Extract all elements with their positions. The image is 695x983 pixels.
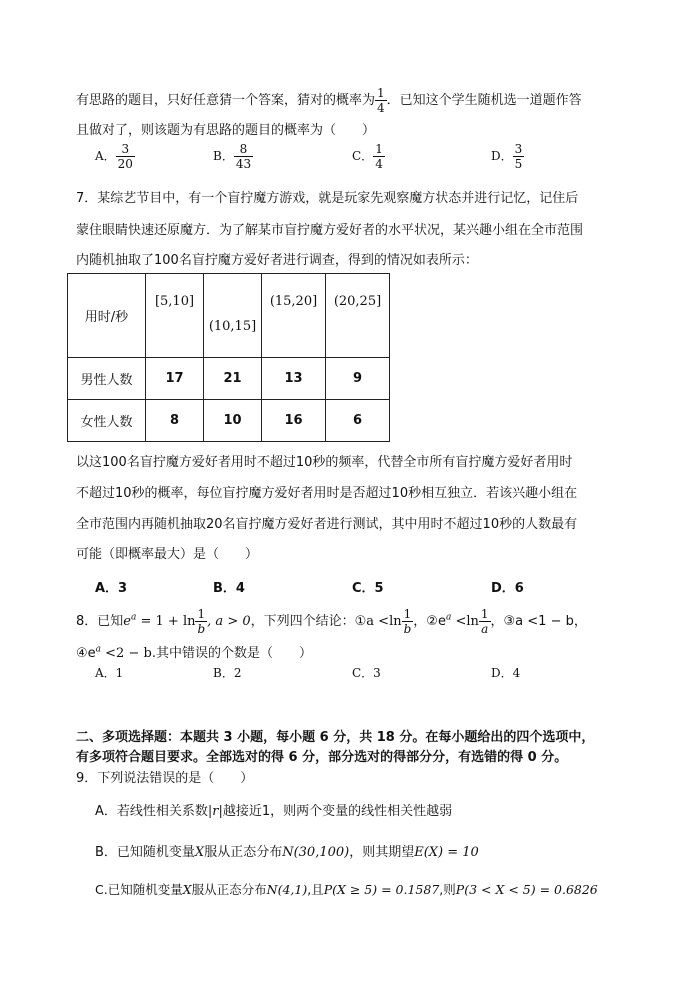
q6-option-a[interactable]: A． $\frac{3}{20}$ xyxy=(95,142,133,171)
q7-para4: 可能（即概率最大）是（ ） xyxy=(76,547,259,562)
q7-option-d[interactable]: D．6 xyxy=(491,581,524,596)
q6-line2: 且做对了，则该题为有思路的题目的概率为（ ） xyxy=(76,123,376,138)
q7-option-a[interactable]: A．3 xyxy=(95,581,128,596)
q7-line1: 7．某综艺节目中，有一个盲拧魔方游戏，就是玩家先观察魔方状态并进行记忆，记住后 xyxy=(76,191,579,206)
table-cell: 9 xyxy=(326,358,390,400)
table-cell: 13 xyxy=(262,358,326,400)
q6-line1 xyxy=(76,86,582,115)
q9-stem: 9．下列说法错误的是（ ） xyxy=(76,771,254,786)
q6-option-c[interactable]: C． $\frac{1}{4}$ xyxy=(352,142,383,171)
table-row xyxy=(68,400,390,442)
q6-line1-text-a: 有思路的题目，只好任意猜一个答案，猜对的概率为 xyxy=(76,93,376,108)
q8-stem-line1: 8．已知$e^a = 1 + \ln$ $\frac{1}{b}$ , a > 0，下列四个结论：①a <ln $\frac{1}{b}$ ，$②e^a <\ln$ $\frac{1}{a}$ ，③a <1 − b， xyxy=(76,607,587,636)
q9-option-c[interactable]: C.已知随机变量X服从正态分布N(4,1),且P(X ≥ 5) = 0.1587,则P(3 < X < 5) = 0.6826 xyxy=(95,882,598,897)
q7-line3: 内随机抽取了100名盲拧魔方爱好者进行调查，得到的情况如表所示： xyxy=(76,253,478,268)
table-cell: 8 xyxy=(146,400,204,442)
q7-option-c[interactable]: C．5 xyxy=(352,581,384,596)
table-header-interval: [5,10] xyxy=(146,274,204,358)
q6-prob-fraction: $\frac{1}{4}$ xyxy=(377,86,385,115)
table-cell: 6 xyxy=(326,400,390,442)
section2-header-line1: 二、多项选择题：本题共 3 小题，每小题 6 分，共 18 分。在每小题给出的四个选项中， xyxy=(76,730,595,745)
table-header-interval: (15,20] xyxy=(262,274,326,358)
q7-para3: 全市范围内再随机抽取20名盲拧魔方爱好者进行测试，其中用时不超过10秒的人数最有 xyxy=(76,517,578,532)
q6-option-b[interactable]: B． $\frac{8}{43}$ xyxy=(213,142,252,171)
q8-option-c[interactable]: C．3 xyxy=(352,666,381,680)
q7-para1: 以这100名盲拧魔方爱好者用时不超过10秒的频率，代替全市所有盲拧魔方爱好者用时 xyxy=(76,455,573,470)
table-header-label: 用时/秒 xyxy=(68,274,146,358)
q8-option-d[interactable]: D．4 xyxy=(491,666,521,680)
table-cell: 17 xyxy=(146,358,204,400)
table-row xyxy=(68,358,390,400)
table-header-interval: (20,25] xyxy=(326,274,390,358)
table-cell: 10 xyxy=(204,400,262,442)
q7-line2: 蒙住眼睛快速还原魔方．为了解某市盲拧魔方爱好者的水平状况，某兴趣小组在全市范围 xyxy=(76,223,584,238)
q8-option-a[interactable]: A．1 xyxy=(95,666,124,680)
table-row-label: 女性人数 xyxy=(68,400,146,442)
q8-stem-line2: $④e^a <2 - b$.其中错误的个数是（ ） xyxy=(76,644,312,661)
table-row-label: 男性人数 xyxy=(68,358,146,400)
table-cell: 16 xyxy=(262,400,326,442)
table-cell: 21 xyxy=(204,358,262,400)
q9-option-a[interactable]: A．若线性相关系数|r|越接近1，则两个变量的线性相关性越弱 xyxy=(95,804,453,819)
q7-option-b[interactable]: B．4 xyxy=(213,581,245,596)
section2-header-line2: 有多项符合题目要求。全部选对的得 6 分，部分选对的得部分分，有选错的得 0 分。 xyxy=(76,750,568,765)
q9-option-b[interactable]: B．已知随机变量X服从正态分布N(30,100)，则其期望E(X) = 10 xyxy=(95,845,479,860)
q6-line1-text-b: ．已知这个学生随机选一道题作答 xyxy=(386,93,582,108)
q7-data-table xyxy=(67,273,390,442)
table-header-interval: (10,15] xyxy=(204,274,262,358)
q7-para2: 不超过10秒的概率，每位盲拧魔方爱好者用时是否超过10秒相互独立．若该兴趣小组在 xyxy=(76,486,578,501)
q6-option-d[interactable]: D． $\frac{3}{5}$ xyxy=(491,142,523,171)
q8-option-b[interactable]: B．2 xyxy=(213,666,242,680)
table-header-row xyxy=(68,274,390,358)
